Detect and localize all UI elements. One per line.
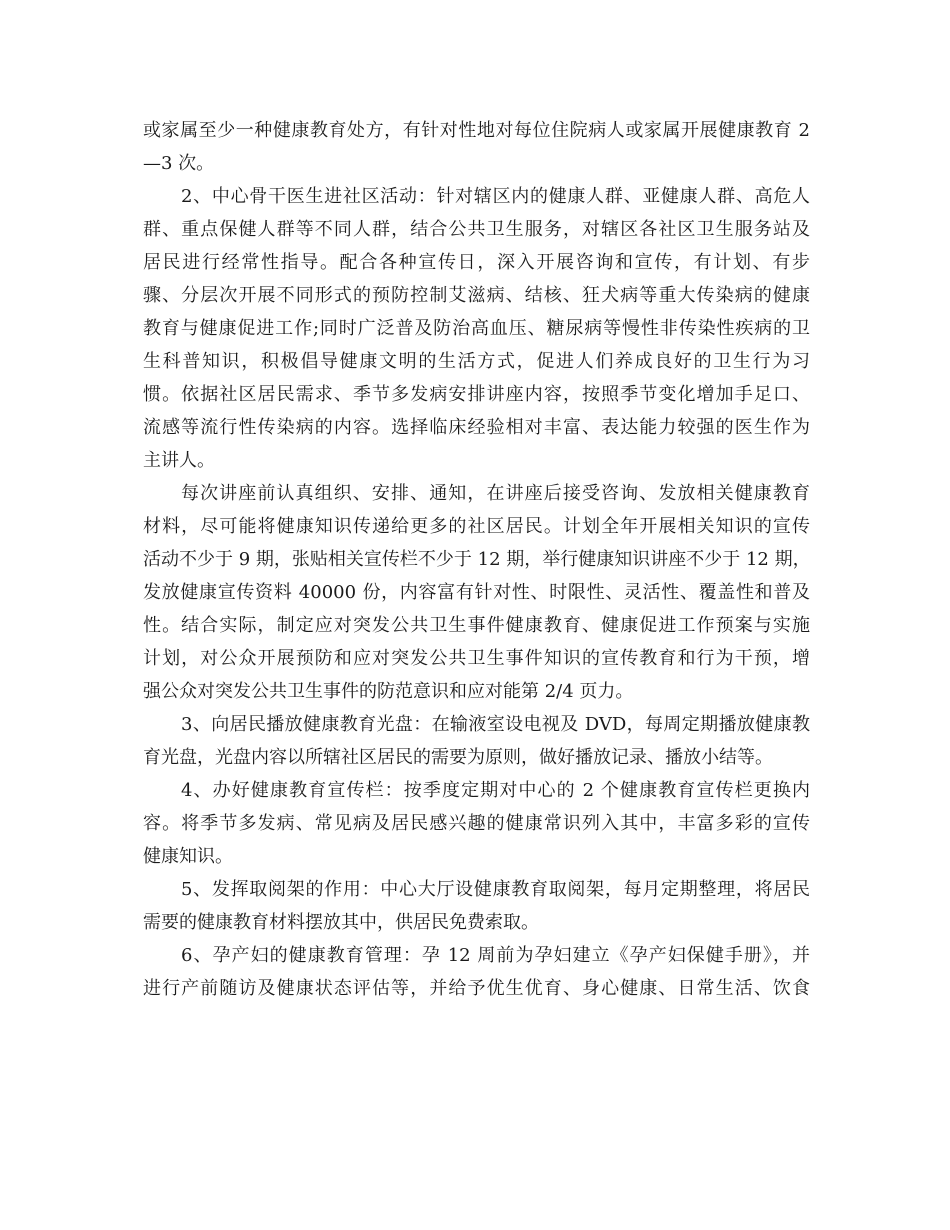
text-line: 发放健康宣传资料 40000 份，内容富有针对性、时限性、灵活性、覆盖性和普及	[143, 582, 810, 603]
text-line: 计划，对公众开展预防和应对突发公共卫生事件知识的宣传教育和行为干预，增	[143, 648, 810, 669]
text-line: 进行产前随访及健康状态评估等，并给予优生优育、身心健康、日常生活、饮食	[143, 978, 810, 999]
text-line: 主讲人。	[143, 450, 215, 471]
text-line: 性。结合实际，制定应对突发公共卫生事件健康教育、健康促进工作预案与实施	[143, 615, 810, 636]
text-line: 强公众对突发公共卫生事件的防范意识和应对能第 2/4 页力。	[143, 681, 634, 702]
text-line: 每次讲座前认真组织、安排、通知，在讲座后接受咨询、发放相关健康教育	[181, 483, 810, 504]
text-line: 5、发挥取阅架的作用：中心大厅设健康教育取阅架，每月定期整理，将居民	[181, 879, 810, 900]
text-line: 惯。依据社区居民需求、季节多发病安排讲座内容，按照季节变化增加手足口、	[143, 384, 810, 405]
text-line: 6、孕产妇的健康教育管理：孕 12 周前为孕妇建立《孕产妇保健手册》，并	[181, 945, 810, 966]
paragraph-5	[143, 774, 810, 873]
text-line: —3 次。	[143, 153, 215, 174]
text-line: 健康知识。	[143, 846, 233, 867]
text-line: 流感等流行性传染病的内容。选择临床经验相对丰富、表达能力较强的医生作为	[143, 417, 810, 438]
text-line: 或家属至少一种健康教育处方，有针对性地对每位住院病人或家属开展健康教育 2	[143, 120, 810, 141]
text-line: 容。将季节多发病、常见病及居民感兴趣的健康常识列入其中，丰富多彩的宣传	[143, 813, 810, 834]
text-line: 活动不少于 9 期，张贴相关宣传栏不少于 12 期，举行健康知识讲座不少于 12 期，	[143, 549, 811, 570]
text-line: 育光盘，光盘内容以所辖社区居民的需要为原则，做好播放记录、播放小结等。	[143, 747, 773, 768]
text-line: 骤、分层次开展不同形式的预防控制艾滋病、结核、狂犬病等重大传染病的健康	[143, 285, 810, 306]
paragraph-6	[143, 873, 810, 939]
document-page	[143, 114, 810, 1005]
text-line: 需要的健康教育材料摆放其中，供居民免费索取。	[143, 912, 539, 933]
paragraph-7	[143, 939, 810, 1005]
paragraph-2	[143, 180, 810, 477]
paragraph-1	[143, 114, 810, 180]
paragraph-4	[143, 708, 810, 774]
text-line: 教育与健康促进工作;同时广泛普及防治高血压、糖尿病等慢性非传染性疾病的卫	[143, 318, 810, 339]
text-line: 3、向居民播放健康教育光盘：在输液室设电视及 DVD，每周定期播放健康教	[181, 714, 810, 735]
text-line: 2、中心骨干医生进社区活动：针对辖区内的健康人群、亚健康人群、高危人	[181, 186, 810, 207]
text-line: 材料，尽可能将健康知识传递给更多的社区居民。计划全年开展相关知识的宣传	[143, 516, 810, 537]
text-line: 群、重点保健人群等不同人群，结合公共卫生服务，对辖区各社区卫生服务站及	[143, 219, 810, 240]
paragraph-3	[143, 477, 810, 708]
text-line: 4、办好健康教育宣传栏：按季度定期对中心的 2 个健康教育宣传栏更换内	[181, 780, 810, 801]
text-line: 生科普知识，积极倡导健康文明的生活方式，促进人们养成良好的卫生行为习	[143, 351, 810, 372]
text-line: 居民进行经常性指导。配合各种宣传日，深入开展咨询和宣传，有计划、有步	[143, 252, 810, 273]
